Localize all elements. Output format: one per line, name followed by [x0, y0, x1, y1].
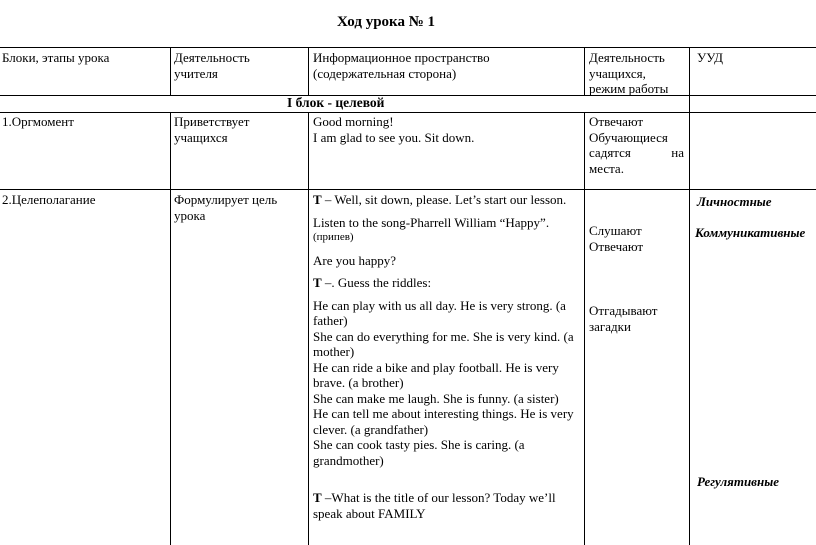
students-line: Слушают	[589, 223, 642, 238]
row2-stage: 2.Целеполагание	[2, 192, 96, 207]
row1-students	[589, 114, 684, 176]
riddle: She can make me laugh. She is funny. (a sister)	[313, 390, 559, 406]
students-line: загадки	[589, 318, 631, 334]
riddle: He can tell me about interesting things. He is very clever. (a grandfather)	[313, 406, 574, 437]
t-prefix: T	[313, 275, 322, 290]
teacher-line-3	[313, 490, 578, 521]
col-divider-3b	[584, 112, 585, 545]
col-divider-1b	[170, 112, 171, 545]
header-stages: Блоки, этапы урока	[2, 50, 110, 65]
song-line: Listen to the song-Pharrell William “Happy”.	[313, 214, 550, 230]
header-row-border	[0, 95, 816, 96]
header-uud: УУД	[697, 50, 723, 65]
uud-personal: Личностные	[697, 194, 772, 209]
students-line: места.	[589, 160, 624, 176]
col-divider-3	[584, 47, 585, 95]
row1-info	[313, 114, 578, 145]
row2-students-b	[589, 303, 684, 334]
row1-teacher: Приветствует учащихся	[174, 114, 250, 145]
col-divider-2	[308, 47, 309, 95]
header-info: Информационное пространство (содержательная сторона)	[313, 50, 490, 81]
riddle: He can play with us all day. He is very strong. (a father)	[313, 297, 566, 328]
riddle: She can do everything for me. She is very kind. (a mother)	[313, 328, 574, 359]
row1-border	[0, 189, 816, 190]
info-line: I am glad to see you. Sit down.	[313, 129, 475, 145]
block-row-border	[0, 112, 816, 113]
students-line: Обучающиеся	[589, 129, 668, 145]
riddle: She can cook tasty pies. She is caring. (a grandmother)	[313, 437, 525, 468]
row2-students-a	[589, 223, 684, 254]
t-text: –. Guess the riddles:	[321, 275, 432, 290]
page-title: Ход урока № 1	[336, 14, 436, 30]
row2-teacher: Формулирует цель урока	[174, 192, 278, 223]
header-teacher: Деятельность учителя	[174, 50, 250, 81]
students-line: Отвечают	[589, 238, 644, 254]
t-text: – Well, sit down, please. Let’s start our lesson.	[321, 192, 567, 207]
students-word: на	[671, 145, 684, 160]
info-line: Good morning!	[313, 114, 394, 129]
t-prefix: T	[313, 192, 322, 207]
col-divider-4	[689, 47, 690, 545]
uud-communicative: Коммуникативные	[695, 225, 806, 240]
students-line-justified	[589, 145, 684, 161]
teacher-line-2	[313, 275, 578, 291]
header-students: Деятельность учащихся, режим работы	[589, 50, 669, 96]
students-word: садятся	[589, 145, 631, 160]
block-title: I блок - целевой	[287, 95, 385, 110]
uud-regulatory: Регулятивные	[697, 474, 779, 489]
students-line: Отгадывают	[589, 303, 658, 318]
col-divider-1	[170, 47, 171, 95]
t-text: –What is the title of our lesson? Today we’ll speak about FAMILY	[313, 490, 556, 521]
teacher-line-1	[313, 192, 578, 208]
row1-stage: 1.Оргмомент	[2, 114, 74, 129]
col-divider-2b	[308, 112, 309, 545]
table-border-top	[0, 47, 816, 48]
t-prefix: T	[313, 490, 322, 505]
happy-line: Are you happy?	[313, 252, 397, 268]
students-line: Отвечают	[589, 114, 644, 129]
chorus-line: (припев)	[313, 231, 354, 243]
riddle: He can ride a bike and play football. He is very brave. (a brother)	[313, 359, 559, 390]
row2-info	[313, 192, 578, 521]
